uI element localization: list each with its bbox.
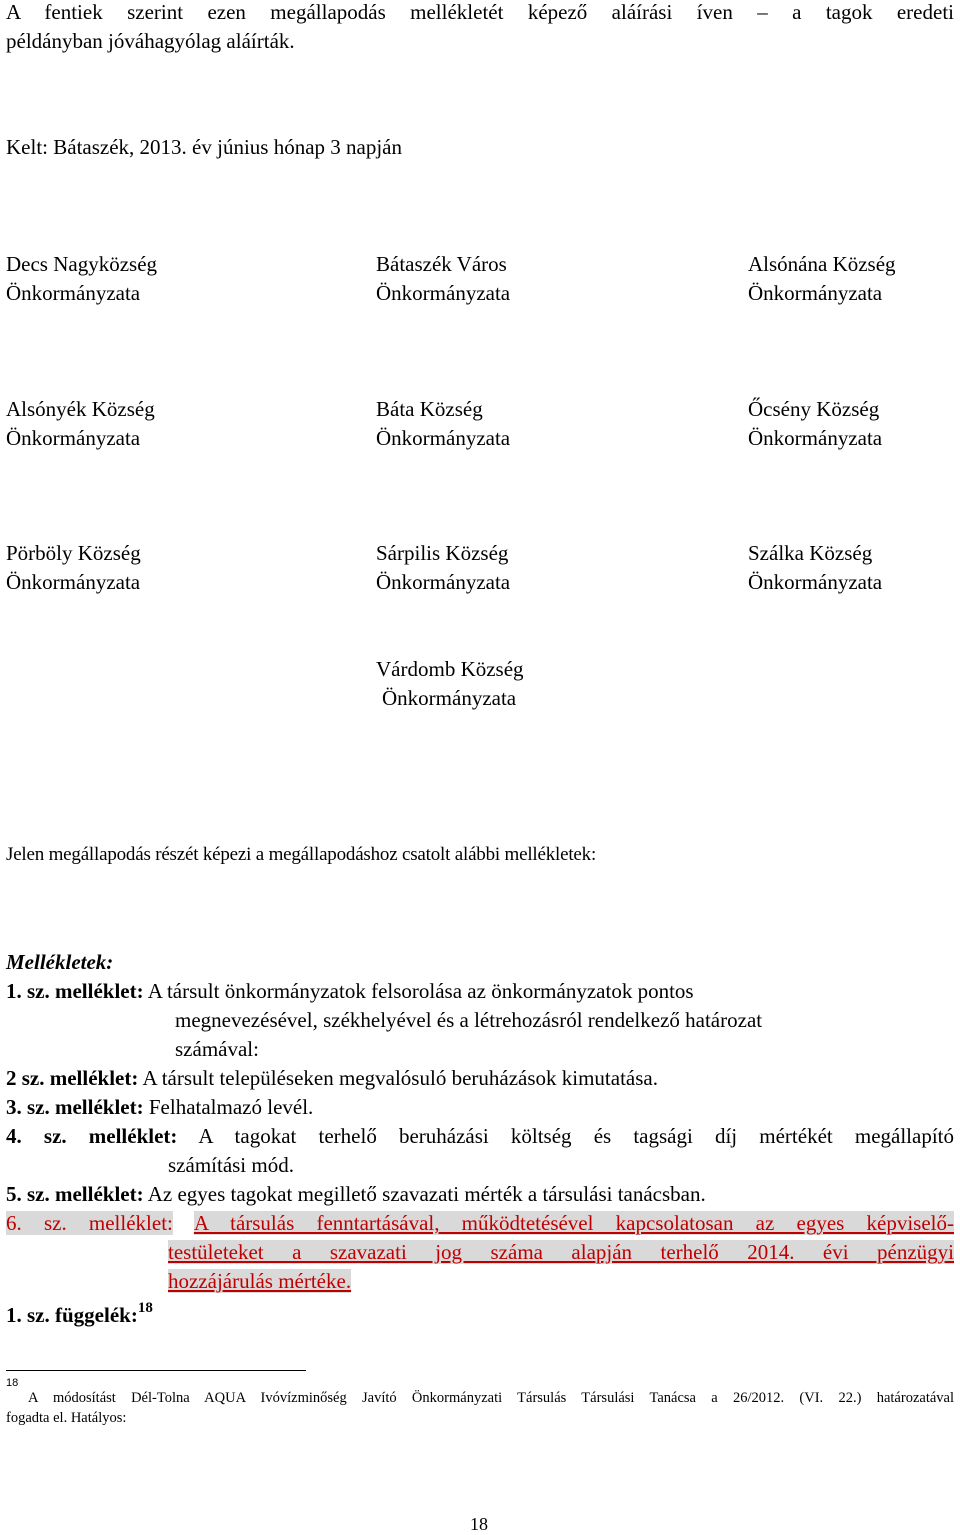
page-number: 18	[470, 1514, 488, 1534]
signatory-block	[6, 250, 157, 308]
signatory-name: Alsónyék Község	[6, 397, 155, 421]
annex-label: 6. sz. melléklet:	[6, 1211, 173, 1235]
appendix-label: 1. sz. függelék:	[6, 1303, 138, 1327]
annex-text: A társult önkormányzatok felsorolása az önkormányzatok pontos	[147, 979, 694, 1003]
signatory-sub: Önkormányzata	[748, 281, 883, 305]
signatory-block	[748, 539, 882, 597]
annex-item	[6, 1064, 658, 1093]
annex-text-cont: számával:	[175, 1037, 259, 1061]
annex-label: 1. sz. melléklet:	[6, 979, 144, 1003]
date-line: Kelt: Bátaszék, 2013. év június hónap 3 napján	[6, 135, 402, 159]
signatory-block	[376, 395, 510, 453]
annex-label: 3. sz. melléklet:	[6, 1095, 144, 1119]
annex-text-cont: megnevezésével, székhelyével és a létrehozásról rendelkező határozat	[175, 1008, 763, 1032]
signatory-sub: Önkormányzata	[376, 426, 511, 450]
signatory-block	[6, 395, 155, 453]
footnote-ref[interactable]: 18	[137, 1300, 153, 1316]
annex-intro: Jelen megállapodás részét képezi a megállapodáshoz csatolt alábbi mellékletek:	[6, 844, 597, 865]
signatory-block	[376, 655, 524, 713]
annex-text: A társulás fenntartásával, működtetésével kapcsolatosan az egyes képviselő-	[193, 1211, 954, 1235]
signatory-sub: Önkormányzata	[6, 281, 141, 305]
signatory-name: Decs Nagyközség	[6, 252, 158, 276]
annex-label: 5. sz. melléklet:	[6, 1182, 144, 1206]
signatory-name: Pörböly Község	[6, 541, 141, 565]
annex-heading: Mellékletek:	[6, 950, 114, 974]
annex-text: A tagokat terhelő beruházási költség és tagsági díj mértékét megállapító	[198, 1124, 955, 1148]
intro-line-2: példányban jóváhagyólag aláírták.	[6, 29, 295, 53]
footnote-text: A módosítást Dél-Tolna AQUA Ivóvízminőség Javító Önkormányzati Társulás Társulási Tanácsa a 26/2012. (VI. 22.) határozatával	[28, 1390, 954, 1406]
signatory-block	[376, 250, 510, 308]
footnote-text-cont: fogadta el. Hatályos:	[6, 1410, 127, 1426]
annex-item	[6, 977, 694, 1006]
footnote-number: 18	[6, 1377, 19, 1389]
signatory-sub: Önkormányzata	[376, 281, 511, 305]
annex-label: 2 sz. melléklet:	[6, 1066, 139, 1090]
annex-text-cont: számítási mód.	[168, 1153, 294, 1177]
signatory-block	[376, 539, 510, 597]
signatory-name: Alsónána Község	[748, 252, 896, 276]
annex-label: 4. sz. melléklet:	[6, 1124, 178, 1148]
signatory-block	[6, 539, 141, 597]
annex-item	[6, 1093, 313, 1122]
intro-paragraph	[6, 0, 954, 56]
annex-text: Az egyes tagokat megillető szavazati mérték a társulási tanácsban.	[147, 1182, 706, 1206]
annex-item	[6, 1122, 954, 1151]
annex-text: Felhatalmazó levél.	[148, 1095, 314, 1119]
intro-line-1: A fentiek szerint ezen megállapodás mellékletét képező aláírási íven – a tagok eredeti	[6, 0, 954, 24]
signatory-name: Bátaszék Város	[376, 252, 507, 276]
signatory-sub: Önkormányzata	[6, 426, 141, 450]
signatory-sub: Önkormányzata	[748, 426, 883, 450]
annex-text: A társult településeken megvalósuló beruházások kimutatása.	[142, 1066, 658, 1090]
signatory-sub: Önkormányzata	[6, 570, 141, 594]
signatory-block	[748, 250, 896, 308]
signatory-name: Szálka Község	[748, 541, 873, 565]
signatory-name: Őcsény Község	[748, 397, 880, 421]
annex-text-cont-amended: hozzájárulás mértéke.	[168, 1269, 352, 1293]
signatory-block	[748, 395, 882, 453]
signatory-name: Báta Község	[376, 397, 483, 421]
footnote-divider	[6, 1370, 306, 1371]
annex-text-cont-amended: testületeket a szavazati jog száma alapján terhelő 2014. évi pénzügyi	[168, 1240, 954, 1264]
appendix-line	[6, 1296, 153, 1330]
signatory-sub: Önkormányzata	[376, 570, 511, 594]
signatory-name: Várdomb Község	[376, 657, 524, 681]
annex-item	[6, 1180, 706, 1209]
signatory-sub: Önkormányzata	[748, 570, 883, 594]
signatory-sub: Önkormányzata	[382, 686, 517, 710]
signatory-name: Sárpilis Község	[376, 541, 509, 565]
annex-item-amended	[6, 1209, 954, 1238]
